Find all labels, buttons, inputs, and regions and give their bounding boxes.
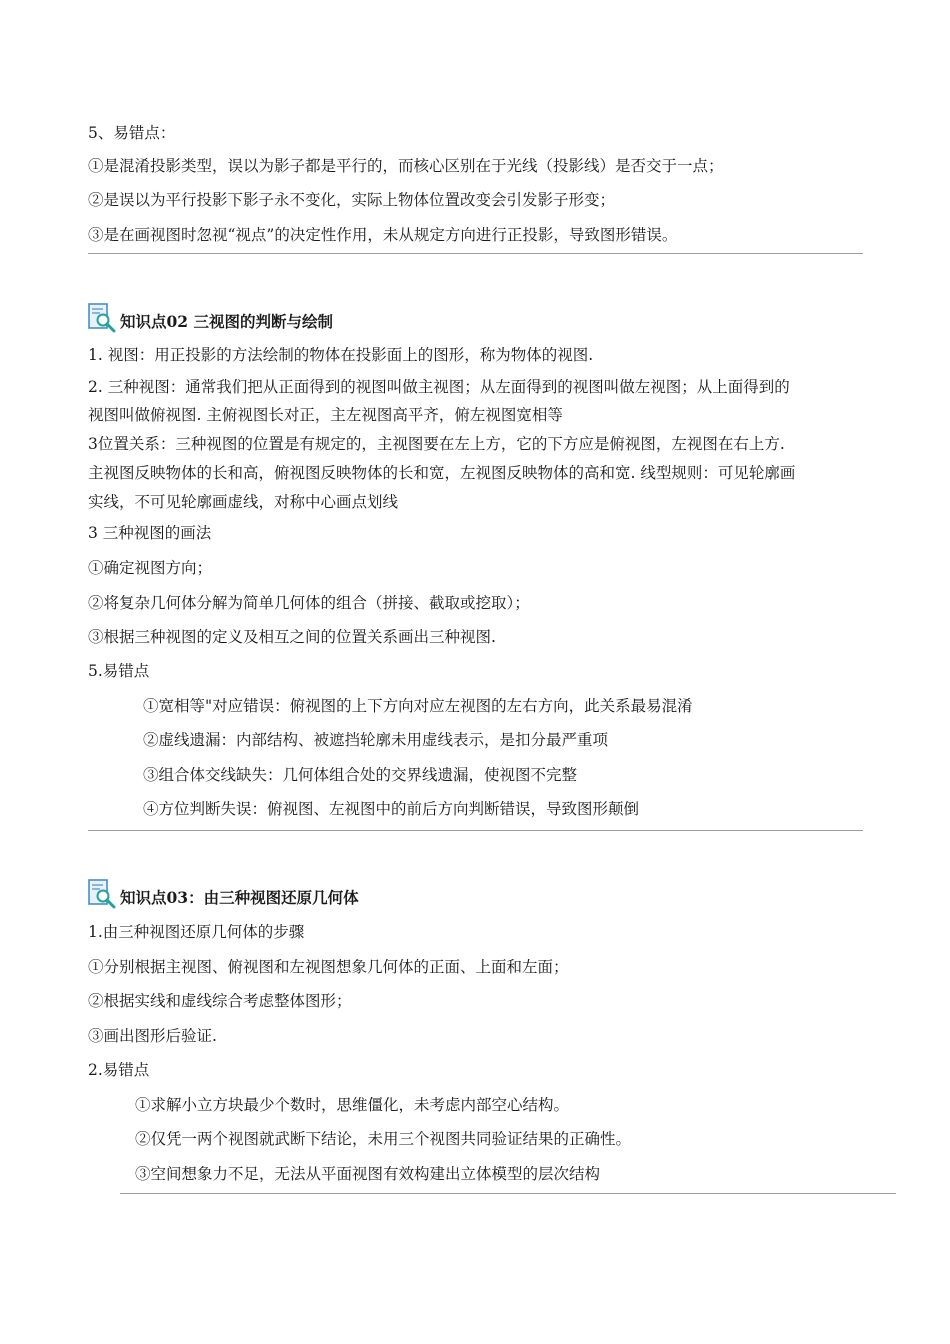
section3-line: ①分别根据主视图、俯视图和左视图想象几何体的正面、上面和左面； bbox=[88, 958, 569, 976]
section3-title: 知识点03：由三种视图还原几何体 bbox=[120, 888, 359, 907]
document-magnifier-icon bbox=[86, 878, 118, 910]
section-divider bbox=[120, 1193, 896, 1194]
section2-line: 5.易错点 bbox=[88, 662, 150, 680]
section3-heading bbox=[86, 882, 359, 914]
section3-error: ①求解小立方块最少个数时，思维僵化，未考虑内部空心结构。 bbox=[135, 1096, 570, 1114]
document-magnifier-icon bbox=[86, 302, 118, 334]
section2-line: ③根据三种视图的定义及相互之间的位置关系画出三种视图. bbox=[88, 628, 496, 646]
section2-error: ④方位判断失误：俯视图、左视图中的前后方向判断错误，导致图形颠倒 bbox=[143, 800, 640, 818]
section2-title: 知识点02 三视图的判断与绘制 bbox=[120, 312, 333, 331]
section2-line: 3位置关系：三种视图的位置是有规定的，主视图要在左上方，它的下方应是俯视图，左视图在右上方. bbox=[88, 435, 785, 453]
section2-line: 主视图反映物体的长和高，俯视图反映物体的长和宽，左视图反映物体的高和宽. 线型规则：可见轮廓画 bbox=[88, 464, 796, 482]
section2-line: 2. 三种视图：通常我们把从正面得到的视图叫做主视图；从左面得到的视图叫做左视图；从上面得到的 bbox=[88, 378, 790, 396]
section3-line: 1.由三种视图还原几何体的步骤 bbox=[88, 923, 305, 941]
section-divider bbox=[88, 830, 863, 831]
section2-error: ①宽相等"对应错误：俯视图的上下方向对应左视图的左右方向，此关系最易混淆 bbox=[143, 697, 693, 715]
section1-item: ①是混淆投影类型，误以为影子都是平行的，而核心区别在于光线（投影线）是否交于一点； bbox=[88, 157, 724, 175]
section3-line: 2.易错点 bbox=[88, 1061, 150, 1079]
section1-heading: 5、易错点： bbox=[88, 124, 176, 142]
section2-line: 视图叫做俯视图. 主俯视图长对正，主左视图高平齐，俯左视图宽相等 bbox=[88, 406, 563, 424]
section2-line: 实线，不可见轮廓画虚线，对称中心画点划线 bbox=[88, 493, 399, 511]
section3-error: ②仅凭一两个视图就武断下结论，未用三个视图共同验证结果的正确性。 bbox=[135, 1130, 632, 1148]
section3-line: ③画出图形后验证. bbox=[88, 1027, 217, 1045]
section3-error: ③空间想象力不足，无法从平面视图有效构建出立体模型的层次结构 bbox=[135, 1165, 601, 1183]
section2-heading bbox=[86, 306, 333, 338]
section2-line: 3 三种视图的画法 bbox=[88, 524, 212, 542]
section2-line: ①确定视图方向； bbox=[88, 559, 213, 577]
section1-item: ③是在画视图时忽视“视点”的决定性作用，未从规定方向进行正投影，导致图形错误。 bbox=[88, 226, 678, 244]
section2-error: ②虚线遗漏：内部结构、被遮挡轮廓未用虚线表示，是扣分最严重项 bbox=[143, 731, 609, 749]
section2-error: ③组合体交线缺失：几何体组合处的交界线遗漏，使视图不完整 bbox=[143, 766, 578, 784]
section2-line: ②将复杂几何体分解为简单几何体的组合（拼接、截取或挖取）； bbox=[88, 594, 530, 612]
section3-line: ②根据实线和虚线综合考虑整体图形； bbox=[88, 992, 352, 1010]
section1-item: ②是误以为平行投影下影子永不变化，实际上物体位置改变会引发影子形变； bbox=[88, 191, 616, 209]
section-divider bbox=[88, 253, 863, 254]
section2-line: 1. 视图：用正投影的方法绘制的物体在投影面上的图形，称为物体的视图. bbox=[88, 346, 594, 364]
